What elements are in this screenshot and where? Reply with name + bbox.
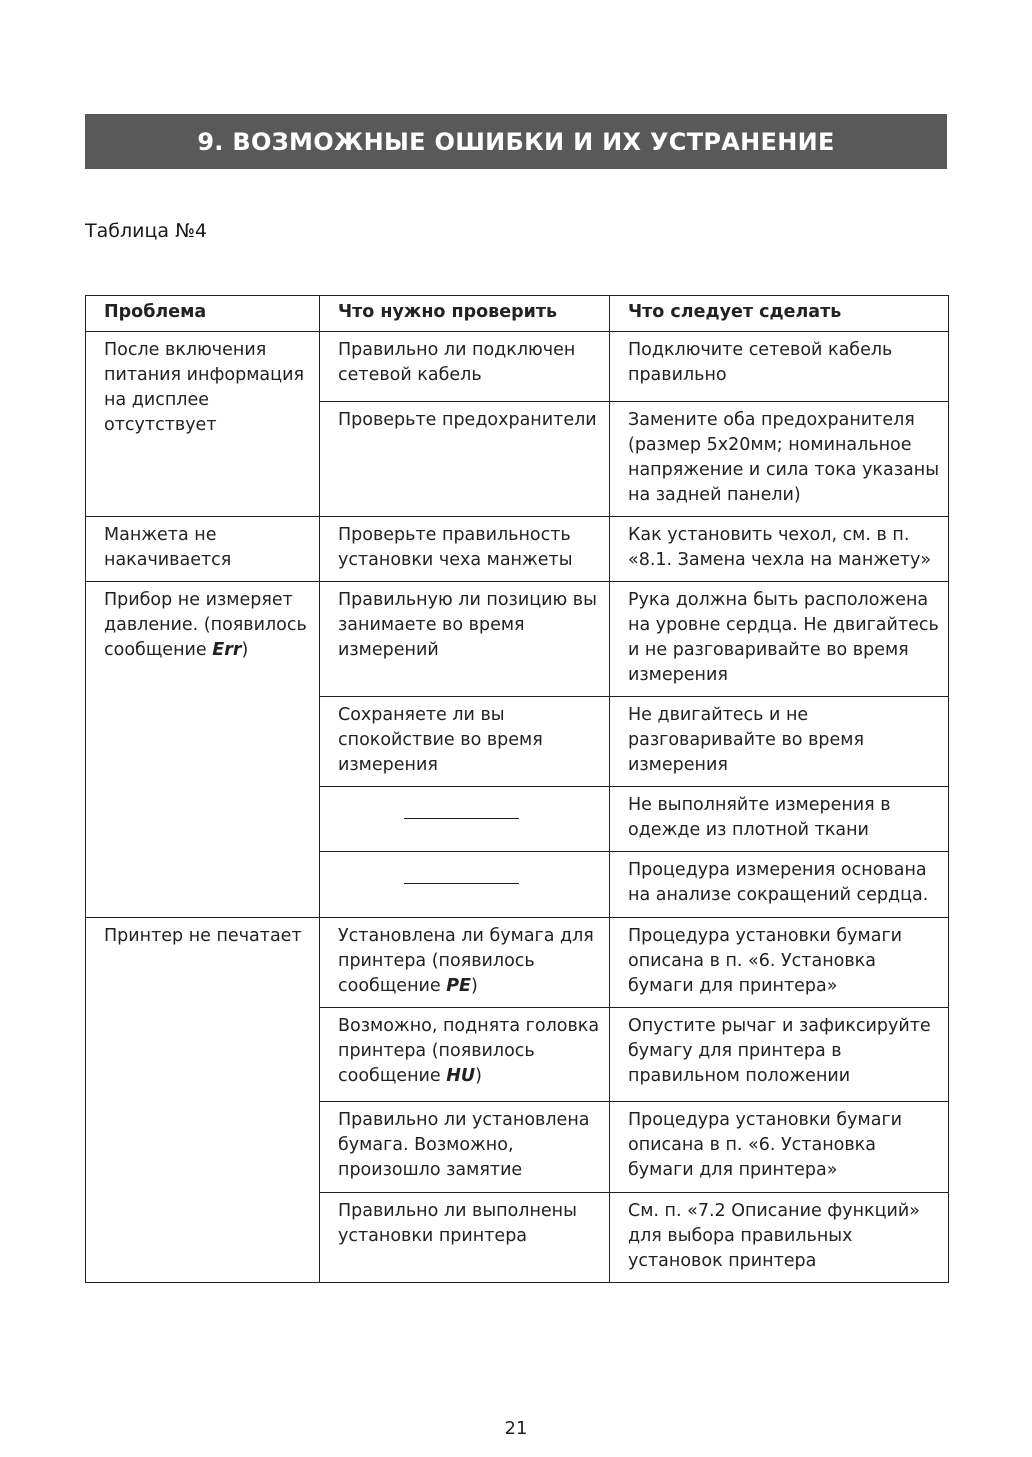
action-cell: Рука должна быть расположена на уровне сердца. Не двигайтесь и не разговаривайте во время измерения: [610, 582, 949, 697]
check-text: Установлена ли бумага для принтера (появилось сообщение: [338, 926, 594, 996]
troubleshooting-table: [85, 295, 949, 1283]
section-title-banner: [85, 114, 947, 169]
action-cell: Замените оба предохранителя (размер 5x20мм; номинальное напряжение и сила тока указаны на задней панели): [610, 402, 949, 517]
dash-placeholder: [404, 883, 519, 884]
column-header-check: Что нужно проверить: [320, 296, 610, 332]
error-code-hu: HU: [446, 1066, 476, 1086]
action-cell: Не выполняйте измерения в одежде из плотной ткани: [610, 787, 949, 852]
check-cell-empty: [320, 787, 610, 852]
action-cell: Процедура установки бумаги описана в п. «6. Установка бумаги для принтера»: [610, 918, 949, 1008]
check-text-end: ): [475, 1066, 482, 1086]
check-cell: [320, 1008, 610, 1102]
check-cell: Правильно ли выполнены установки принтера: [320, 1193, 610, 1283]
check-text: Возможно, поднята головка принтера (появилось сообщение: [338, 1016, 600, 1086]
action-cell: Как установить чехол, см. в п. «8.1. Замена чехла на манжету»: [610, 517, 949, 582]
section-title: 9. ВОЗМОЖНЫЕ ОШИБКИ И ИХ УСТРАНЕНИЕ: [197, 127, 835, 156]
action-cell: Процедура измерения основана на анализе сокращений сердца.: [610, 852, 949, 918]
problem-cell: Манжета не накачивается: [86, 517, 320, 582]
action-cell: Процедура установки бумаги описана в п. «6. Установка бумаги для принтера»: [610, 1102, 949, 1193]
column-header-problem: Проблема: [86, 296, 320, 332]
table-caption: Таблица №4: [85, 220, 207, 242]
problem-cell: Принтер не печатает: [86, 918, 320, 1283]
problem-text-end: ): [241, 640, 249, 660]
problem-cell: [86, 582, 320, 918]
check-cell: Правильную ли позицию вы занимаете во время измерений: [320, 582, 610, 697]
problem-cell: После включения питания информация на дисплее отсутствует: [86, 332, 320, 517]
check-cell: Проверьте предохранители: [320, 402, 610, 517]
error-code-err: Err: [212, 640, 242, 660]
action-cell: Подключите сетевой кабель правильно: [610, 332, 949, 402]
action-cell: Опустите рычаг и зафиксируйте бумагу для принтера в правильном положении: [610, 1008, 949, 1102]
check-cell: Правильно ли установлена бумага. Возможно, произошло замятие: [320, 1102, 610, 1193]
table-row: [86, 918, 949, 1008]
check-cell: Сохраняете ли вы спокойствие во время измерения: [320, 697, 610, 787]
error-code-pe: PE: [446, 976, 472, 996]
table-header-row: [86, 296, 949, 332]
check-text-end: ): [471, 976, 478, 996]
dash-placeholder: [404, 818, 519, 819]
table-row: [86, 517, 949, 582]
check-cell: [320, 918, 610, 1008]
check-cell: Правильно ли подключен сетевой кабель: [320, 332, 610, 402]
check-cell: Проверьте правильность установки чеха манжеты: [320, 517, 610, 582]
check-cell-empty: [320, 852, 610, 918]
action-cell: См. п. «7.2 Описание функций» для выбора правильных установок принтера: [610, 1193, 949, 1283]
problem-text: Прибор не измеряет давление. (появилось сообщение: [104, 590, 307, 660]
table-row: [86, 582, 949, 697]
table-row: [86, 332, 949, 402]
action-cell: Не двигайтесь и не разговаривайте во время измерения: [610, 697, 949, 787]
page-number: 21: [504, 1418, 528, 1439]
column-header-action: Что следует сделать: [610, 296, 949, 332]
